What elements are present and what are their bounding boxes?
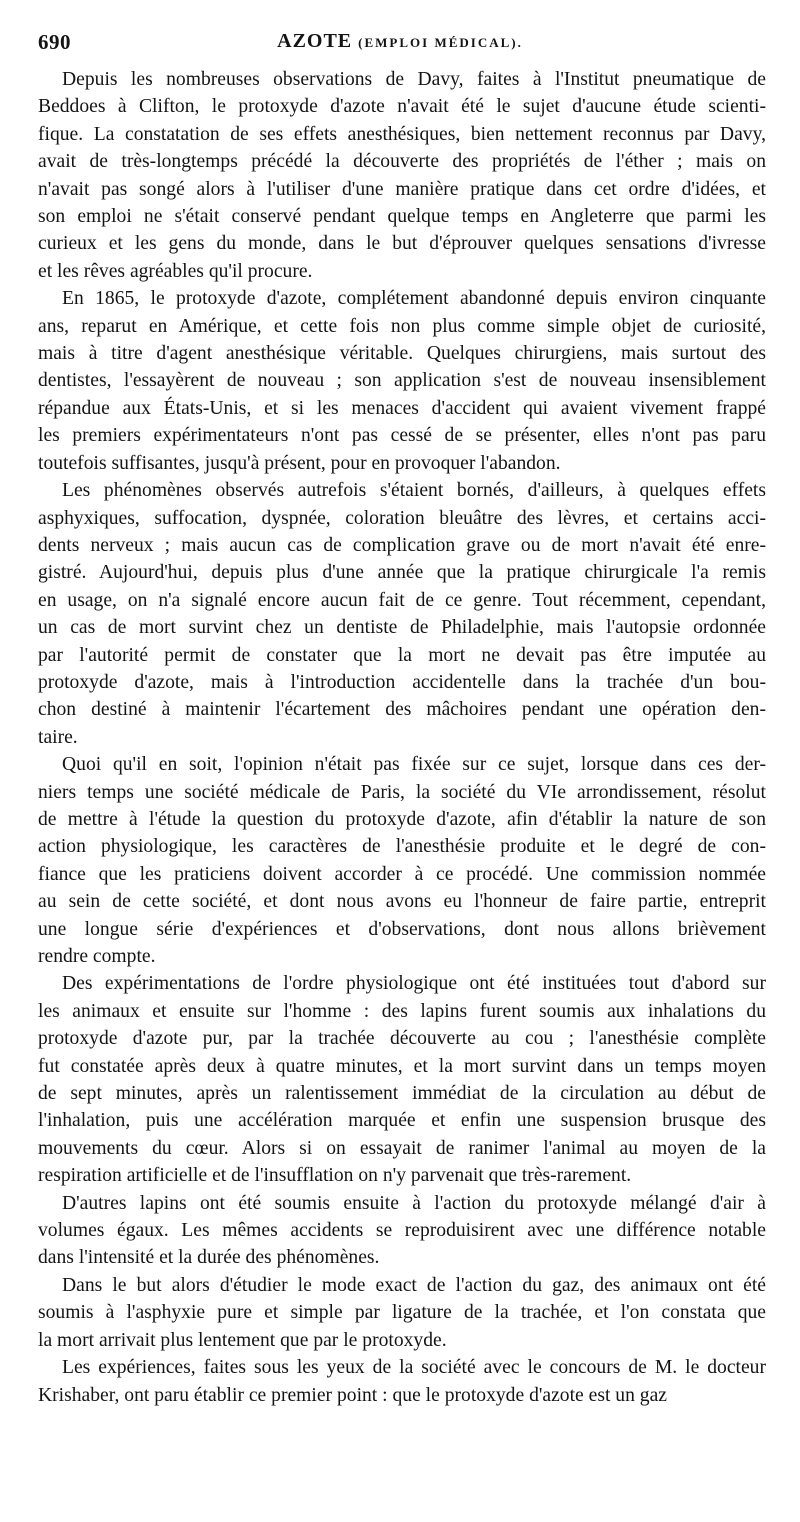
text-line: fiance que les praticiens doivent accorder à ce procédé. Une commission nommée xyxy=(38,863,766,885)
text-line: dans l'intensité et la durée des phénomènes. xyxy=(38,1247,380,1269)
body-text xyxy=(38,66,766,1409)
text-line: de mettre à l'étude la question du protoxyde d'azote, afin d'établir la nature de son xyxy=(38,808,766,830)
page-number: 690 xyxy=(38,30,71,54)
text-line: Quoi qu'il en soit, l'opinion n'était pas fixée sur ce sujet, lorsque dans ces der- xyxy=(62,754,766,776)
text-line: l'inhalation, puis une accélération marquée et enfin une suspension brusque des xyxy=(38,1110,766,1132)
text-line: fique. La constatation de ses effets anesthésiques, bien nettement reconnus par Davy, xyxy=(38,123,766,145)
text-line: D'autres lapins ont été soumis ensuite à l'action du protoxyde mélangé d'air à xyxy=(62,1192,766,1214)
text-line: asphyxiques, suffocation, dyspnée, coloration bleuâtre des lèvres, et certains acci- xyxy=(38,507,766,529)
text-line: protoxyde d'azote, mais à l'introduction accidentelle dans la trachée d'un bou- xyxy=(38,671,766,693)
text-line: chon destiné à maintenir l'écartement des mâchoires pendant une opération den- xyxy=(38,699,766,721)
paragraph xyxy=(38,477,766,751)
paragraph xyxy=(38,66,766,285)
running-head-title: AZOTE xyxy=(277,30,353,52)
text-line: curieux et les gens du monde, dans le but d'éprouver quelques sensations d'ivresse xyxy=(38,233,766,255)
text-line: avait de très-longtemps précédé la découverte des propriétés de l'éther ; mais on xyxy=(38,151,766,173)
text-line: en usage, on n'a signalé encore aucun fait de ce genre. Tout récemment, cependant, xyxy=(38,589,766,611)
text-line: action physiologique, les caractères de l'anesthésie produite et le degré de con- xyxy=(38,836,766,858)
text-line: par l'autorité permit de constater que la mort ne devait pas être imputée au xyxy=(38,644,766,666)
text-line: Dans le but alors d'étudier le mode exact de l'action du gaz, des animaux ont été xyxy=(62,1274,766,1296)
running-head xyxy=(38,30,762,53)
text-line: taire. xyxy=(38,726,78,748)
text-line: Depuis les nombreuses observations de Davy, faites à l'Institut pneumatique de xyxy=(62,69,766,90)
text-line: respiration artificielle et de l'insufflation on n'y parvenait que très-rarement. xyxy=(38,1165,632,1187)
text-line: fut constatée après deux à quatre minutes, et la mort survint dans un temps moyen xyxy=(38,1055,766,1077)
text-line: et les rêves agréables qu'il procure. xyxy=(38,260,313,282)
text-line: ans, reparut en Amérique, et cette fois non plus comme simple objet de curiosité, xyxy=(38,315,766,337)
paragraph xyxy=(38,970,766,1189)
text-line: Des expérimentations de l'ordre physiologique ont été instituées tout d'abord sur xyxy=(62,973,766,995)
text-line: les animaux et ensuite sur l'homme : des lapins furent soumis aux inhalations du xyxy=(38,1000,766,1022)
text-line: niers temps une société médicale de Paris, la société du VIe arrondissement, résolut xyxy=(38,781,766,803)
text-line: toutefois suffisantes, jusqu'à présent, pour en provoquer l'abandon. xyxy=(38,452,561,474)
paragraph xyxy=(38,1190,766,1272)
paragraph xyxy=(38,1272,766,1354)
running-head-subtitle: (EMPLOI MÉDICAL). xyxy=(358,35,523,50)
page-header xyxy=(38,30,762,60)
text-line: Les phénomènes observés autrefois s'étaient bornés, d'ailleurs, à quelques effets xyxy=(62,480,766,502)
text-line: mais à titre d'agent anesthésique véritable. Quelques chirurgiens, mais surtout des xyxy=(38,343,766,365)
text-line: rendre compte. xyxy=(38,946,156,967)
text-line: la mort arrivait plus lentement que par le protoxyde. xyxy=(38,1329,447,1351)
text-line: En 1865, le protoxyde d'azote, complétement abandonné depuis environ cinquante xyxy=(62,288,766,310)
text-line: Krishaber, ont paru établir ce premier point : que le protoxyde d'azote est un gaz xyxy=(38,1384,667,1406)
text-line: les premiers expérimentateurs n'ont pas cessé de se présenter, elles n'ont pas paru xyxy=(38,425,766,447)
text-line: de sept minutes, après un ralentissement immédiat de la circulation au début de xyxy=(38,1083,766,1105)
text-line: une longue série d'expériences et d'observations, dont nous allons brièvement xyxy=(38,918,766,940)
text-line: au sein de cette société, et dont nous avons eu l'honneur de faire partie, entreprit xyxy=(38,891,766,913)
text-line: dents nerveux ; mais aucun cas de complication grave ou de mort n'avait été enre- xyxy=(38,534,766,556)
text-line: mouvements du cœur. Alors si on essayait de ranimer l'animal au moyen de la xyxy=(38,1137,766,1159)
text-line: volumes égaux. Les mêmes accidents se reproduisirent avec une différence notable xyxy=(38,1220,766,1242)
text-line: n'avait pas songé alors à l'utiliser d'une manière pratique dans cet ordre d'idées, et xyxy=(38,178,766,200)
text-line: son emploi ne s'était conservé pendant quelque temps en Angleterre que parmi les xyxy=(38,206,766,228)
paragraph xyxy=(38,285,766,477)
text-line: Les expériences, faites sous les yeux de la société avec le concours de M. le docteur xyxy=(62,1357,766,1379)
paragraph xyxy=(38,751,766,970)
text-line: un cas de mort survint chez un dentiste de Philadelphie, mais l'autopsie ordonnée xyxy=(38,617,766,639)
text-line: Beddoes à Clifton, le protoxyde d'azote n'avait été le sujet d'aucune étude scienti- xyxy=(38,96,766,118)
text-line: protoxyde d'azote pur, par la trachée découverte au cou ; l'anesthésie complète xyxy=(38,1028,766,1050)
paragraph xyxy=(38,1354,766,1409)
text-line: répandue aux États-Unis, et si les menaces d'accident qui avaient vivement frappé xyxy=(38,397,766,419)
text-line: dentistes, l'essayèrent de nouveau ; son application s'est de nouveau insensiblement xyxy=(38,370,766,392)
text-line: soumis à l'asphyxie pure et simple par ligature de la trachée, et l'on constata que xyxy=(38,1302,766,1324)
text-line: gistré. Aujourd'hui, depuis plus d'une année que la pratique chirurgicale l'a remis xyxy=(38,562,766,584)
